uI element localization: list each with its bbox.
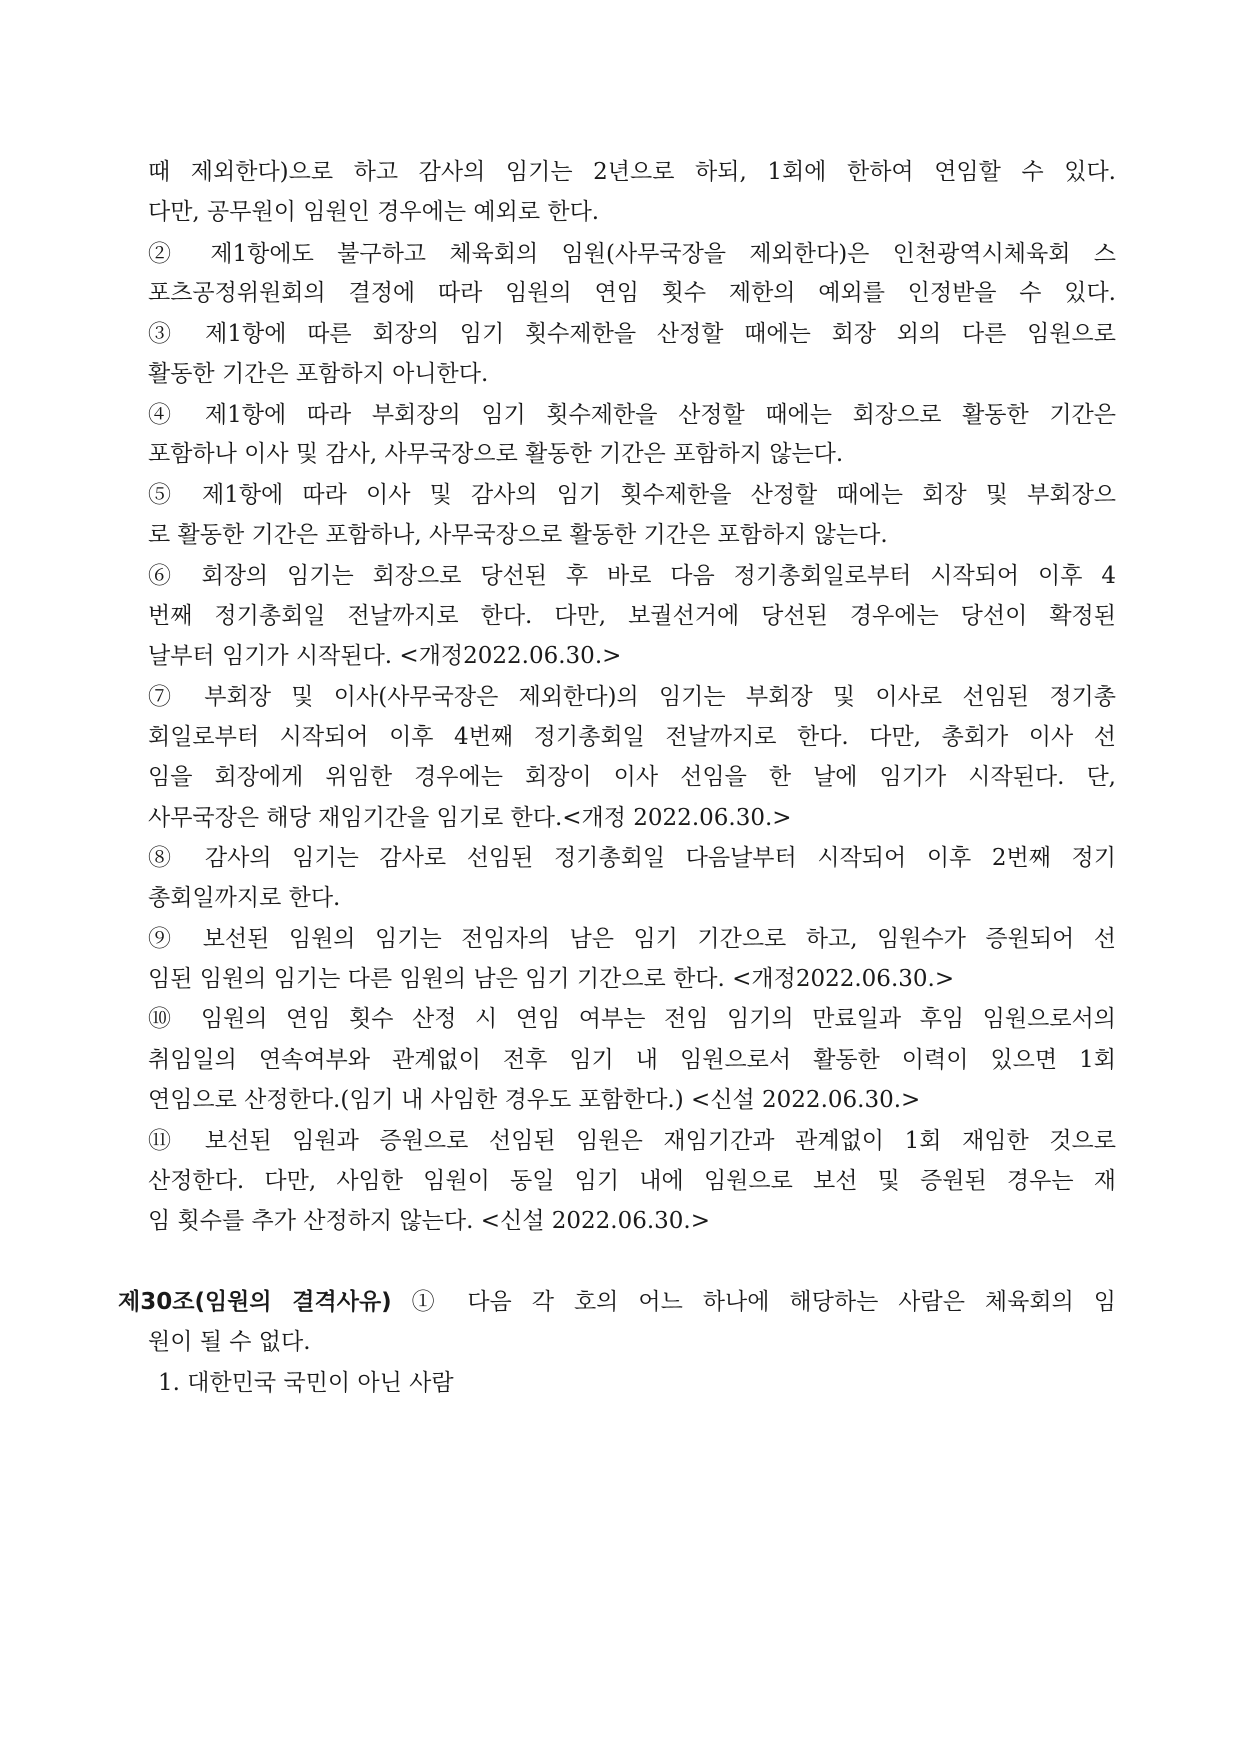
paragraph-line: 원이 될 수 없다. bbox=[148, 1329, 311, 1355]
paragraph-line: ⑨ 보선된 임원의 임기는 전임자의 남은 임기 기간으로 하고, 임원수가 증원되어 선 bbox=[148, 926, 1116, 952]
paragraph-line: 때 제외한다)으로 하고 감사의 임기는 2년으로 하되, 1회에 한하여 연임할 수 있다. bbox=[148, 159, 1116, 185]
article-30-first-line bbox=[118, 1287, 1116, 1317]
paragraph-line: 임된 임원의 임기는 다른 임원의 남은 임기 기간으로 한다. <개정2022.06.30.> bbox=[148, 966, 955, 992]
paragraph-line: ④ 제1항에 따라 부회장의 임기 횟수제한을 산정할 때에는 회장으로 활동한 기간은 bbox=[148, 402, 1116, 428]
paragraph-line: ⑤ 제1항에 따라 이사 및 감사의 임기 횟수제한을 산정할 때에는 회장 및 부회장으 bbox=[148, 482, 1116, 508]
paragraph-line: ⑩ 임원의 연임 횟수 산정 시 연임 여부는 전임 임기의 만료일과 후임 임원으로서의 bbox=[148, 1006, 1116, 1032]
paragraph-line: 포함하나 이사 및 감사, 사무국장으로 활동한 기간은 포함하지 않는다. bbox=[148, 441, 844, 467]
paragraph-line: 포츠공정위원회의 결정에 따라 임원의 연임 횟수 제한의 예외를 인정받을 수 있다. bbox=[148, 280, 1116, 306]
paragraph-line: 활동한 기간은 포함하지 아니한다. bbox=[148, 361, 489, 387]
paragraph-line: 회일로부터 시작되어 이후 4번째 정기총회일 전날까지로 한다. 다만, 총회가 이사 선 bbox=[148, 724, 1116, 750]
paragraph-line: ③ 제1항에 따른 회장의 임기 횟수제한을 산정할 때에는 회장 외의 다른 임원으로 bbox=[148, 321, 1116, 347]
paragraph-line: 날부터 임기가 시작된다. <개정2022.06.30.> bbox=[148, 643, 622, 669]
paragraph-line: 사무국장은 해당 재임기간을 임기로 한다.<개정 2022.06.30.> bbox=[148, 805, 792, 831]
paragraph-line: ② 제1항에도 불구하고 체육회의 임원(사무국장을 제외한다)은 인천광역시체육회 스 bbox=[148, 241, 1116, 267]
paragraph-line: ⑥ 회장의 임기는 회장으로 당선된 후 바로 다음 정기총회일로부터 시작되어 이후 4 bbox=[148, 563, 1116, 589]
paragraph-line: ⑧ 감사의 임기는 감사로 선임된 정기총회일 다음날부터 시작되어 이후 2번째 정기 bbox=[148, 845, 1116, 871]
paragraph-line: 번째 정기총회일 전날까지로 한다. 다만, 보궐선거에 당선된 경우에는 당선이 확정된 bbox=[148, 603, 1116, 629]
list-item: 1. 대한민국 국민이 아닌 사람 bbox=[158, 1370, 454, 1396]
paragraph-line: ⑦ 부회장 및 이사(사무국장은 제외한다)의 임기는 부회장 및 이사로 선임된 정기총 bbox=[148, 684, 1116, 710]
paragraph-line: 연임으로 산정한다.(임기 내 사임한 경우도 포함한다.) <신설 2022.06.30.> bbox=[148, 1087, 921, 1113]
paragraph-line: 취임일의 연속여부와 관계없이 전후 임기 내 임원으로서 활동한 이력이 있으면 1회 bbox=[148, 1047, 1116, 1073]
article-heading: 제30조(임원의 결격사유) bbox=[118, 1289, 392, 1315]
paragraph-line: 산정한다. 다만, 사임한 임원이 동일 임기 내에 임원으로 보선 및 증원된 경우는 재 bbox=[148, 1168, 1116, 1194]
article-clause-text: ① 다음 각 호의 어느 하나에 해당하는 사람은 체육회의 임 bbox=[391, 1289, 1116, 1315]
paragraph-line: 임 횟수를 추가 산정하지 않는다. <신설 2022.06.30.> bbox=[148, 1208, 710, 1234]
paragraph-line: ⑪ 보선된 임원과 증원으로 선임된 임원은 재임기간과 관계없이 1회 재임한 것으로 bbox=[148, 1128, 1116, 1154]
paragraph-line: 임을 회장에게 위임한 경우에는 회장이 이사 선임을 한 날에 임기가 시작된다. 단, bbox=[148, 764, 1116, 790]
paragraph-line: 총회일까지로 한다. bbox=[148, 885, 341, 911]
paragraph-line: 로 활동한 기간은 포함하나, 사무국장으로 활동한 기간은 포함하지 않는다. bbox=[148, 522, 888, 548]
paragraph-line: 다만, 공무원이 임원인 경우에는 예외로 한다. bbox=[148, 199, 600, 225]
